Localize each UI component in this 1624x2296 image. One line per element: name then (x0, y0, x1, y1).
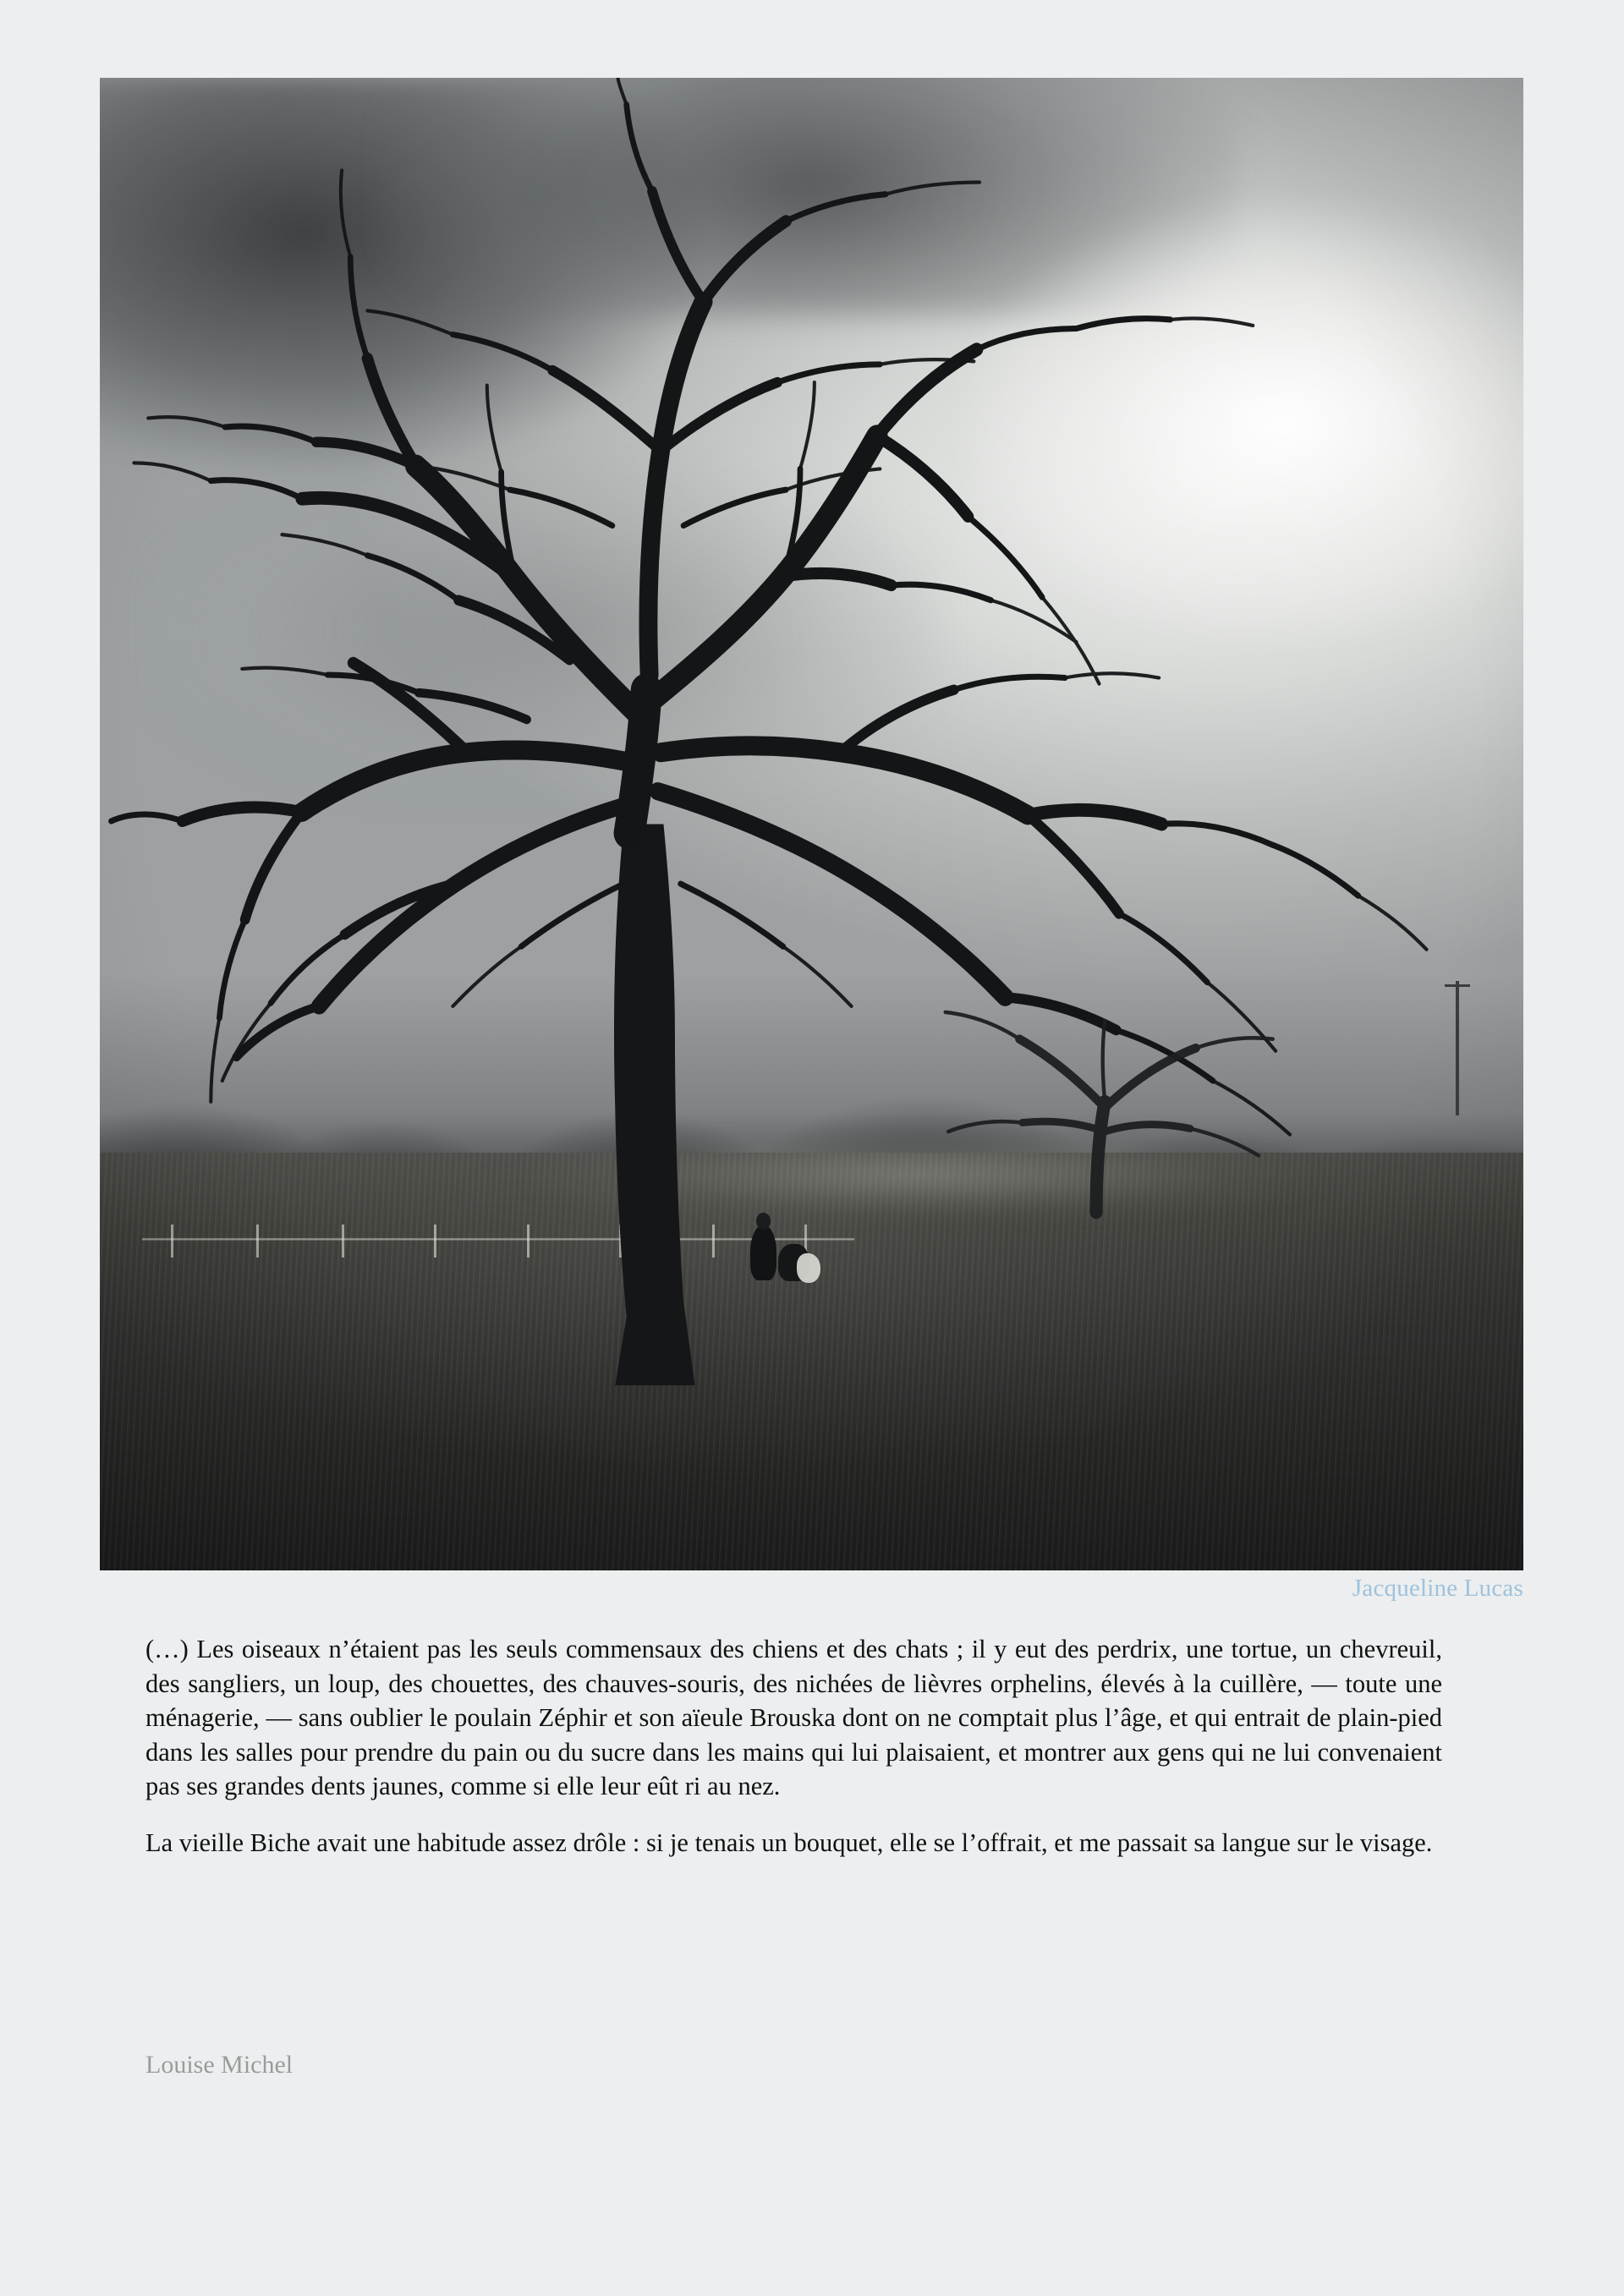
seated-person (750, 1225, 776, 1280)
photo-credit[interactable]: Jacqueline Lucas (1352, 1575, 1523, 1602)
body-text (145, 1632, 1442, 1860)
photograph-frame (100, 78, 1523, 1570)
paragraph-1: (…) Les oiseaux n’étaient pas les seuls commensaux des chiens et des chats ; il y eut des perdrix, une tortue, un chevreuil, des sangliers, un loup, des chouettes, des chauves-souris, des nichées de lièvres orphelins, élevés à la cuillère, — toute une ménagerie, — sans oublier le poulain Zéphir et son aïeule Brouska dont on ne comptait plus l’âge, et qui entrait de plain-pied dans les salles pour prendre du pain ou du sucre dans les mains qui lui plaisaient, et montrer aux gens qui ne lui convenaient pas ses grandes dents jaunes, comme si elle leur eût ri au nez. (145, 1635, 1442, 1801)
oak-tree (100, 78, 1523, 1570)
photograph (100, 78, 1523, 1570)
quote-attribution: Louise Michel (145, 2051, 294, 2079)
person-and-dog (735, 1219, 835, 1286)
paragraph-2: La vieille Biche avait une habitude assez drôle : si je tenais un bouquet, elle se l’offrait, et me passait sa langue sur le visage. (145, 1827, 1433, 1857)
dog-white (797, 1253, 820, 1283)
